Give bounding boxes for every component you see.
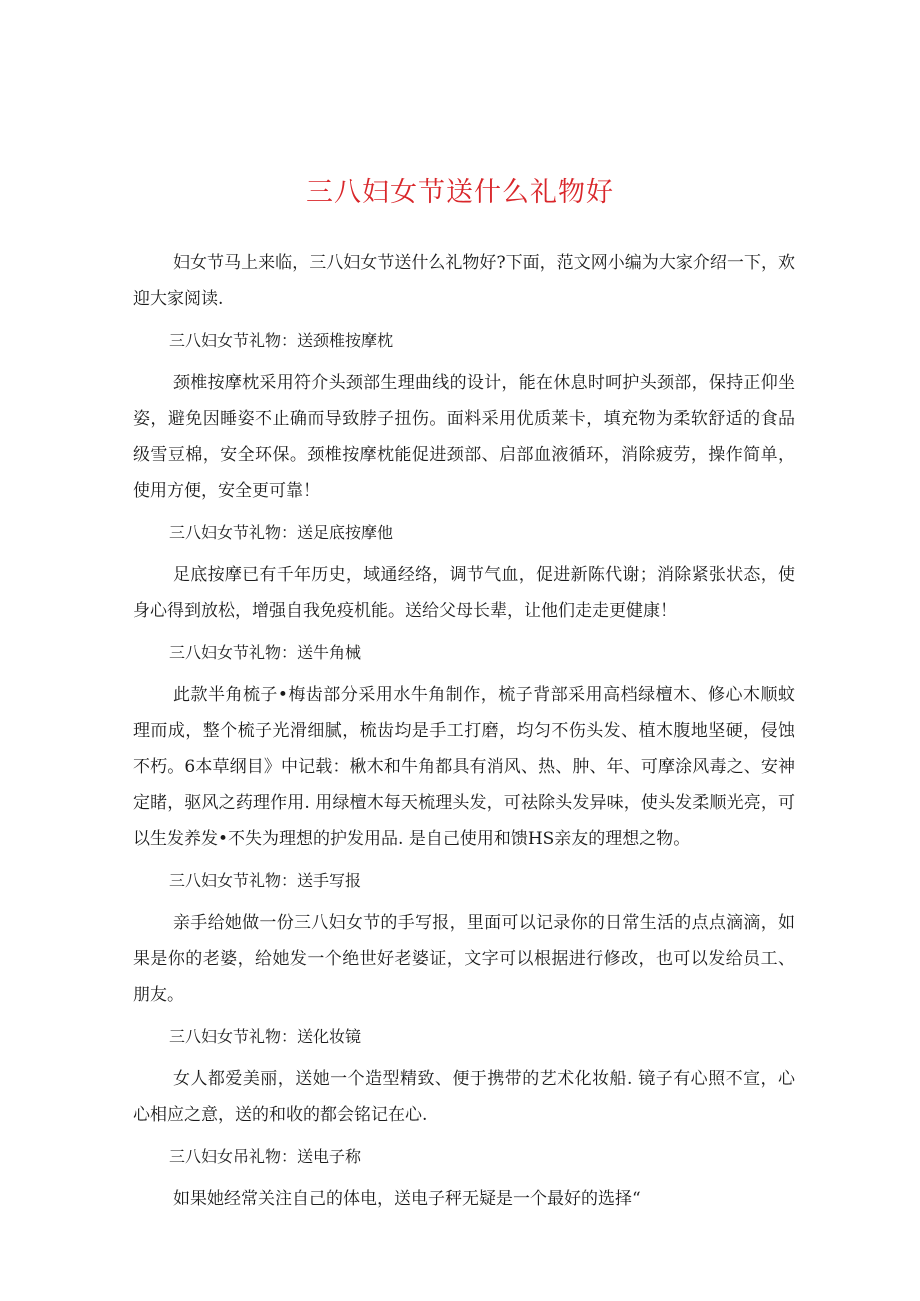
section-heading: 三八妇女节礼物：送手写报: [169, 871, 362, 890]
section-heading: 三八妇女节礼物：送牛角械: [169, 643, 362, 662]
section-paragraph: 颈椎按摩枕采用符介头颈部生理曲线的设计，能在休息时呵护头颈部，保持正仰坐姿，避免因睡姿不止确而导致脖子扭伤。面料采用优质莱卡，填充物为柔软舒适的食品级雪豆棉，安全环保。颈椎按摩枕能促进颈部、启部血液循环，消除疲劳，操作简单，使用方便，安全更可靠！: [133, 373, 795, 501]
document-title: 三八妇女节送什么礼物好: [306, 177, 614, 208]
section-heading: 三八妇女节礼物：送颈椎按摩枕: [169, 331, 394, 350]
section-heading: 三八妇女节礼物：送化妆镜: [169, 1027, 362, 1046]
section-paragraph: 足底按摩已有千年历史，域通经络，调节气血，促进新陈代谢；消除紧张状态，使身心得到放松，增强自我免疫机能。送给父母长辈，让他们走走更健康！: [133, 565, 795, 621]
section-paragraph: 女人都爱美丽，送她一个造型精致、便于携带的艺术化妆船. 镜子有心照不宣，心心相应之意，送的和收的都会铭记在心.: [133, 1069, 795, 1125]
intro-paragraph: 妇女节马上来临，三八妇女节送什么礼物好?下面，范文网小编为大家介绍一下，欢迎大家阅读.: [133, 253, 795, 309]
section-paragraph: 如果她经常关注自己的体电，送电子秤无疑是一个最好的选择“: [173, 1189, 641, 1209]
section-heading: 三八妇女吊礼物：送电子称: [169, 1147, 362, 1166]
document-body: [133, 245, 795, 1223]
section-paragraph: 亲手给她做一份三八妇女节的手写报，里面可以记录你的日常生活的点点滴滴，如果是你的老婆，给她发一个绝世好老婆证，文字可以根据进行修改，也可以发给员工、朋友。: [133, 913, 795, 1005]
section-heading: 三八妇女节礼物：送足底按摩他: [169, 523, 394, 542]
section-paragraph: 此款半角梳子•梅齿部分采用水牛角制作，梳子背部采用高档绿檀木、修心木顺蚊理而成，整个梳子光滑细腻，梳齿均是手工打磨，均匀不伤头发、植木腹地坚硬，侵蚀不朽。6本草纲目》中记载：楸木和牛角都具有消风、热、肿、年、可摩涂风毒之、安神定睹，驱风之药理作用. 用绿檀木每天梳理头发，可祛除头发异味，使头发柔顺光亮，可以生发养发•不失为理想的护发用品. 是自己使用和馈HS亲友的理想之物。: [133, 685, 795, 849]
